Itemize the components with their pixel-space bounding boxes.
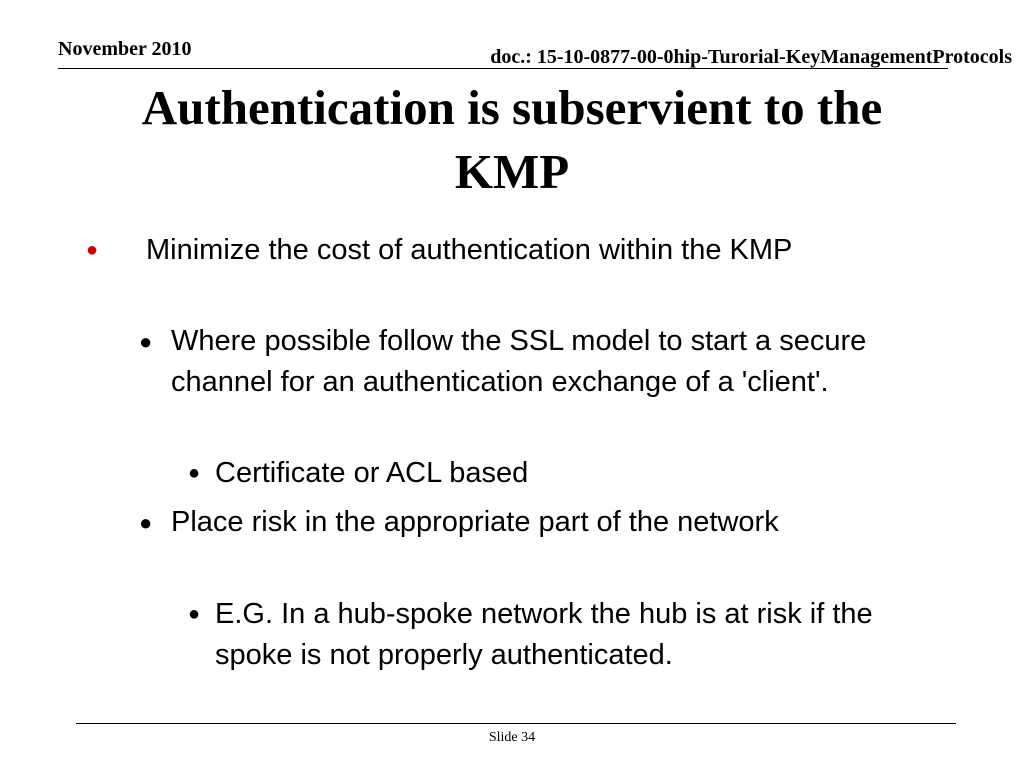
bullet-item-level-3	[188, 594, 935, 676]
bullet-item-level-2	[139, 321, 961, 403]
footer-divider	[76, 723, 956, 724]
slide-title-line-2: KMP	[454, 144, 570, 199]
bullet-text: Certificate or ACL based	[215, 457, 529, 489]
header-divider	[58, 68, 948, 69]
bullet-text: E.G. In a hub-spoke network the hub is at risk if the spoke is not properly authenticated.	[215, 598, 873, 671]
bullet-item-level-3	[188, 453, 935, 494]
bullet-text: Place risk in the appropriate part of the network	[171, 506, 779, 538]
slide-title	[0, 76, 1024, 204]
header-doc-id: doc.: 15-10-0877-00-0hip-Turorial-KeyManagementProtocols	[490, 46, 1012, 68]
bullet-dot-icon: ●	[188, 603, 201, 625]
header-date: November 2010	[58, 38, 192, 60]
bullet-text: Minimize the cost of authentication within the KMP	[146, 234, 793, 266]
bullet-text: Where possible follow the SSL model to start a secure channel for an authentication exchange of a 'client'.	[171, 325, 867, 398]
bullet-dot-icon: ●	[188, 462, 201, 484]
slide-number: Slide 34	[488, 730, 536, 745]
bullet-dot-icon: ●	[86, 239, 99, 261]
bullet-item-level-2	[139, 502, 961, 543]
bullet-dot-icon: ●	[139, 329, 153, 354]
bullet-dot-icon: ●	[139, 510, 153, 535]
slide-title-line-1: Authentication is subservient to the	[141, 80, 883, 135]
bullet-item-level-1	[86, 229, 916, 271]
